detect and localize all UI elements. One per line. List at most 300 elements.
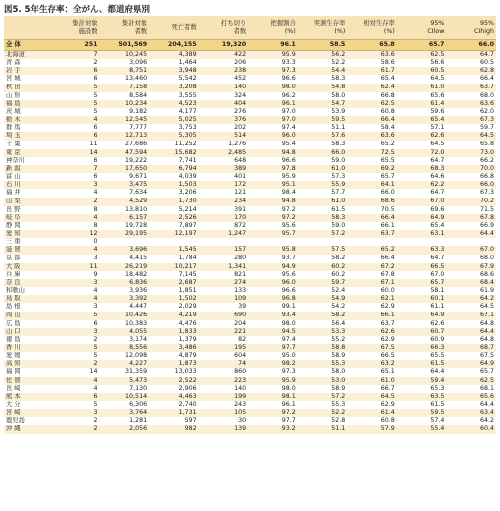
table-row [4,279,496,287]
table-cell: 139 [199,425,249,433]
table-cell: 223 [199,377,249,385]
table-cell: 52.4 [331,287,346,294]
table-cell: 62.9 [380,401,395,408]
table-cell: 30 [238,417,247,425]
table-cell: 6,157 [100,214,150,222]
total-cell: 204,155 [149,40,199,51]
prefecture-name: 佐 賀 [4,377,50,385]
table-cell: 60.8 [380,417,395,425]
table-cell: 60.4 [446,425,496,433]
table-row [4,100,496,108]
table-cell: 58.8 [298,344,348,352]
table-cell: 63.5 [397,393,447,401]
table-cell: 65.7 [397,279,447,287]
table-cell: 66.4 [380,254,395,262]
table-cell: 66.1 [347,312,397,320]
table-cell: 93.4 [248,312,298,320]
table-cell: 7,777 [129,124,148,132]
table-cell: 140 [199,84,249,92]
table-cell: 3,486 [149,344,199,352]
table-cell: 5,473 [100,377,150,385]
table-cell [149,238,199,246]
table-cell: 51.1 [298,425,348,433]
table-row [4,67,496,75]
table-cell [298,238,348,246]
total-cell: 251 [50,40,100,51]
table-row [4,377,496,385]
table-cell: 5,214 [178,205,197,213]
table-row [4,157,496,165]
table-cell: 7 [50,51,100,60]
table-cell: 64.6 [430,173,445,181]
table-cell: 389 [199,165,249,173]
prefecture-name: 徳 島 [6,335,21,343]
table-cell: 7,741 [178,156,197,164]
table-cell: 6 [93,173,98,181]
table-row [4,181,496,189]
table-cell: 1,341 [199,263,249,271]
table-cell: 6 [50,67,100,75]
column-header: 相対生存率 (%) [347,16,397,40]
table-cell: 65.4 [397,116,447,124]
table-cell: 11,252 [174,140,197,148]
table-cell: 52.8 [331,417,346,425]
table-row [4,360,496,368]
table-cell: 57.5 [298,246,348,254]
table-row [4,230,496,238]
table-cell: 133 [234,287,247,294]
table-cell: 67.3 [446,116,496,124]
table-cell: 14 [89,368,98,376]
table-cell: 95.9 [248,51,298,60]
survival-rate-table [4,16,496,434]
table-cell: 4 [50,116,100,124]
table-cell: 4 [50,295,100,303]
table-cell: 2 [93,335,98,343]
table-cell: 7,897 [178,221,197,229]
table-cell: 57.6 [298,132,348,140]
table-cell: 3,696 [100,246,150,254]
table-cell: 2,906 [178,384,197,392]
table-cell: 6 [93,75,98,83]
table-cell: 982 [149,425,199,433]
table-row [4,165,496,173]
table-cell: 4 [50,377,100,385]
table-cell: 62.9 [380,335,395,343]
table-cell: 0 [93,238,98,246]
table-cell: 3,096 [129,59,148,67]
table-row [4,84,496,92]
prefecture-name: 千 葉 [6,140,21,148]
table-cell: 1,276 [228,140,247,148]
table-row [4,352,496,360]
table-cell: 5 [50,344,100,352]
table-cell: 9,671 [129,173,148,181]
prefecture-name: 茨 城 [6,107,21,115]
table-cell: 63.2 [347,360,397,368]
table-cell: 1,379 [178,335,197,343]
table-cell: 27,686 [125,140,148,148]
prefecture-name: 岐 阜 [4,214,50,222]
total-label: 全 体 [4,40,50,51]
table-cell: 62.5 [397,51,447,60]
table-cell: 3,948 [149,67,199,75]
table-cell: 64.5 [479,303,494,311]
table-cell: 63.7 [347,230,397,238]
table-cell: 54.9 [298,295,348,303]
table-row [4,401,496,409]
prefecture-name: 山 梨 [4,198,50,206]
table-cell: 93.2 [248,425,298,433]
table-cell: 96.2 [281,91,296,99]
table-cell: 60.2 [298,263,348,271]
table-cell: 61.0 [298,198,348,206]
table-cell: 68.7 [446,344,496,352]
table-cell: 62.1 [347,295,397,303]
prefecture-name: 熊 本 [4,393,50,401]
prefecture-name: 福 岡 [6,368,21,376]
table-cell: 12,197 [149,230,199,238]
table-cell: 60.0 [380,287,395,294]
table-row [4,271,496,279]
table-cell: 55.4 [397,425,447,433]
table-cell: 3,475 [100,181,150,189]
table-cell: 604 [234,352,247,360]
table-cell: 7,634 [129,189,148,197]
table-cell: 53.9 [331,107,346,115]
prefecture-name: 福 井 [6,189,21,197]
table-cell: 64.7 [430,189,445,197]
table-cell: 4,389 [149,51,199,60]
table-cell: 98.1 [248,393,298,401]
column-header: 集計対象 者数 [100,16,150,40]
table-cell: 57.3 [331,173,346,181]
table-cell: 54.2 [331,303,346,311]
table-cell: 401 [234,173,247,181]
table-cell: 2 [50,425,100,433]
table-cell: 243 [234,401,247,408]
table-row [4,385,496,393]
table-cell: 5 [93,107,98,115]
table-cell: 4,463 [149,393,199,401]
table-cell: 65.1 [380,368,395,376]
table-cell: 58.0 [331,91,346,99]
table-cell: 121 [234,189,247,197]
table-cell: 5,542 [178,75,197,83]
table-cell: 7,145 [178,270,197,278]
table-cell: 94.5 [248,328,298,336]
prefecture-name: 宮 城 [6,75,21,83]
table-cell: 157 [199,246,249,254]
table-cell: 4,523 [149,100,199,108]
table-cell: 6 [50,393,100,401]
table-cell: 55.2 [331,335,346,343]
table-cell: 97.3 [281,368,296,376]
table-cell: 58.6 [380,59,395,67]
table-cell: 65.2 [380,140,395,148]
table-row [4,328,496,336]
table-row [4,51,496,60]
table-cell: 63.6 [347,132,397,140]
table-cell: 70.0 [446,165,496,173]
table-cell: 95.7 [248,230,298,238]
table-cell: 6 [93,156,98,164]
table-cell: 57.9 [347,425,397,433]
table-cell: 60.7 [397,328,447,336]
table-cell: 64.5 [446,132,496,140]
table-cell: 10,514 [100,393,150,401]
table-cell: 64.1 [347,181,397,189]
table-cell: 15,682 [149,149,199,157]
table-cell: 63.1 [397,230,447,238]
table-cell: 59.6 [430,107,445,115]
table-cell: 860 [234,368,247,376]
table-cell: 7,158 [100,84,150,92]
prefecture-name: 静 岡 [6,221,21,229]
table-cell: 67.8 [380,270,395,278]
table-cell: 54.7 [298,100,348,108]
table-cell: 65.6 [430,91,445,99]
table-cell: 1,730 [149,198,199,206]
table-cell: 63.7 [446,84,496,92]
table-cell: 59.7 [298,279,348,287]
table-cell: 68.0 [479,91,494,99]
table-cell: 61.0 [298,165,348,173]
total-cell: 65.7 [397,40,447,51]
table-cell: 62.0 [479,107,494,115]
table-cell: 56.4 [331,319,346,327]
column-header: 把握割合 (%) [248,16,298,40]
table-cell: 10,217 [149,263,199,271]
table-cell: 4,177 [178,107,197,115]
table-cell: 4,227 [100,360,150,368]
total-cell: 501,569 [100,40,150,51]
table-cell: 3,764 [100,409,150,417]
table-cell: 4,447 [129,303,148,311]
table-cell: 12,098 [125,352,148,360]
table-cell: 66.8 [380,91,395,99]
table-cell: 14 [50,149,100,157]
prefecture-name: 長 崎 [6,384,21,392]
table-cell: 56.2 [298,51,348,60]
table-cell: 3,392 [100,295,150,303]
table-cell: 66.4 [347,116,397,124]
table-cell: 53.3 [298,328,348,336]
table-cell: 12,713 [100,132,150,140]
table-cell: 67.0 [397,198,447,206]
table-cell: 95.9 [248,377,298,385]
table-cell: 72.0 [397,149,447,157]
table-cell: 64.7 [430,254,445,262]
table-cell: 8,556 [100,344,150,352]
table-cell: 7 [50,165,100,173]
table-cell: 195 [199,344,249,352]
prefecture-name: 高 知 [4,360,50,368]
table-cell: 4,879 [178,352,197,360]
table-cell: 98.0 [248,84,298,92]
table-cell: 1,784 [178,254,197,262]
prefecture-name: 滋 賀 [4,246,50,254]
table-cell: 2,526 [149,214,199,222]
table-cell: 97.3 [248,67,298,75]
table-cell: 97.7 [248,344,298,352]
total-cell: 96.1 [248,40,298,51]
table-cell: 95.4 [281,140,296,148]
table-cell: 63.6 [446,100,496,108]
table-cell: 1,833 [149,328,199,336]
table-cell: 172 [199,181,249,189]
column-header: 95% CIlow [397,16,447,40]
table-cell: 2 [93,59,98,67]
table-row [4,141,496,149]
table-cell: 5 [50,312,100,320]
table-cell: 59.4 [397,377,447,385]
table-cell: 67.0 [430,270,445,278]
table-cell: 58.2 [331,254,346,262]
table-cell: 3 [50,409,100,417]
table-cell: 58.3 [331,140,346,148]
prefecture-name: 山 口 [4,328,50,336]
table-cell: 69.2 [347,165,397,173]
table-cell [446,238,496,246]
table-cell: 63.4 [446,409,496,417]
table-cell: 96.0 [248,279,298,287]
table-cell: 5 [50,100,100,108]
table-cell: 61.5 [331,205,346,213]
table-row [4,132,496,140]
table-cell: 140 [234,384,247,392]
table-cell: 2,687 [149,279,199,287]
table-cell: 109 [199,295,249,303]
table-row [4,344,496,352]
table-cell: 62.8 [446,67,496,75]
table-cell: 97.2 [248,214,298,222]
table-cell: 4,219 [149,312,199,320]
table-cell: 64.9 [397,312,447,320]
table-cell: 4 [93,287,98,294]
table-cell: 59.5 [397,409,447,417]
table-cell: 3,753 [178,124,197,132]
table-cell: 64.8 [479,319,494,327]
table-cell: 65.5 [380,156,395,164]
total-cell: 58.5 [298,40,348,51]
prefecture-name: 長 野 [6,205,21,213]
prefecture-name: 奈 良 [4,279,50,287]
table-cell: 64.4 [479,401,494,408]
table-cell: 67.9 [446,263,496,271]
table-cell: 58.3 [298,214,348,222]
table-cell: 67.2 [347,263,397,271]
table-cell: 64.4 [430,368,445,376]
table-cell: 2 [50,360,100,368]
table-cell: 74 [199,360,249,368]
table-cell: 452 [234,75,247,83]
table-cell: 26,219 [100,263,150,271]
table-cell: 4,529 [100,198,150,206]
table-cell: 3,936 [129,287,148,294]
table-cell: 4 [93,189,98,197]
table-cell: 57.2 [298,230,348,238]
table-cell: 3,206 [178,189,197,197]
table-row [4,59,496,67]
table-cell: 97.0 [281,107,296,115]
table-cell: 53.0 [298,377,348,385]
table-cell: 95.9 [281,173,296,181]
table-cell: 4 [93,384,98,392]
table-cell [347,238,397,246]
table-cell: 274 [199,279,249,287]
table-cell: 29,195 [100,230,150,238]
table-cell: 63.7 [380,319,395,327]
table-cell: 65.3 [430,384,445,392]
table-cell: 5 [93,401,98,408]
table-row [4,75,496,83]
table-cell: 2 [93,417,98,425]
table-cell: 58.9 [331,384,346,392]
table-cell: 96.6 [281,287,296,294]
table-cell: 59.5 [298,116,348,124]
table-cell: 64.2 [479,417,494,425]
table-cell: 648 [234,156,247,164]
prefecture-name: 富 山 [6,173,21,181]
table-cell: 514 [199,132,249,140]
table-cell: 67.8 [446,214,496,222]
prefecture-name: 大 阪 [4,263,50,271]
table-row [4,246,496,254]
table-cell: 1,247 [199,230,249,238]
table-cell: 61.1 [430,303,445,311]
table-cell: 66.7 [380,384,395,392]
table-cell [199,238,249,246]
table-cell: 6 [50,132,100,140]
table-cell: 3 [50,181,100,189]
prefecture-name: 岩 手 [4,67,50,75]
table-cell: 54.4 [298,67,348,75]
table-cell: 4,055 [100,328,150,336]
table-cell: 58.0 [331,368,346,376]
table-cell: 97.7 [281,417,296,425]
prefecture-name: 大 分 [6,401,21,408]
table-cell: 2 [50,198,100,206]
table-cell: 67.1 [347,279,397,287]
prefecture-name: 山 形 [6,91,21,99]
table-cell: 65.4 [430,221,445,229]
table-cell: 68.4 [446,279,496,287]
table-cell: 11 [89,140,98,148]
prefecture-name: 広 島 [6,319,21,327]
table-cell: 170 [199,214,249,222]
table-cell: 73.0 [446,149,496,157]
prefecture-name: 宮 崎 [4,409,50,417]
table-cell: 62.6 [430,319,445,327]
table-cell: 64.9 [397,214,447,222]
table-cell: 52.2 [331,59,346,67]
table-cell: 65.6 [446,393,496,401]
prefecture-name: 香 川 [4,344,50,352]
table-cell: 8 [93,221,98,229]
table-cell: 12,545 [100,116,150,124]
table-cell: 63.6 [347,51,397,60]
table-cell: 66.0 [380,189,395,197]
table-cell: 60.9 [430,335,445,343]
table-cell: 9,182 [129,107,148,115]
table-cell: 61.5 [397,360,447,368]
table-cell: 97.0 [248,116,298,124]
table-cell: 54.8 [298,84,348,92]
table-cell: 65.7 [479,368,494,376]
table-cell: 13,460 [125,75,148,83]
table-row [4,124,496,132]
